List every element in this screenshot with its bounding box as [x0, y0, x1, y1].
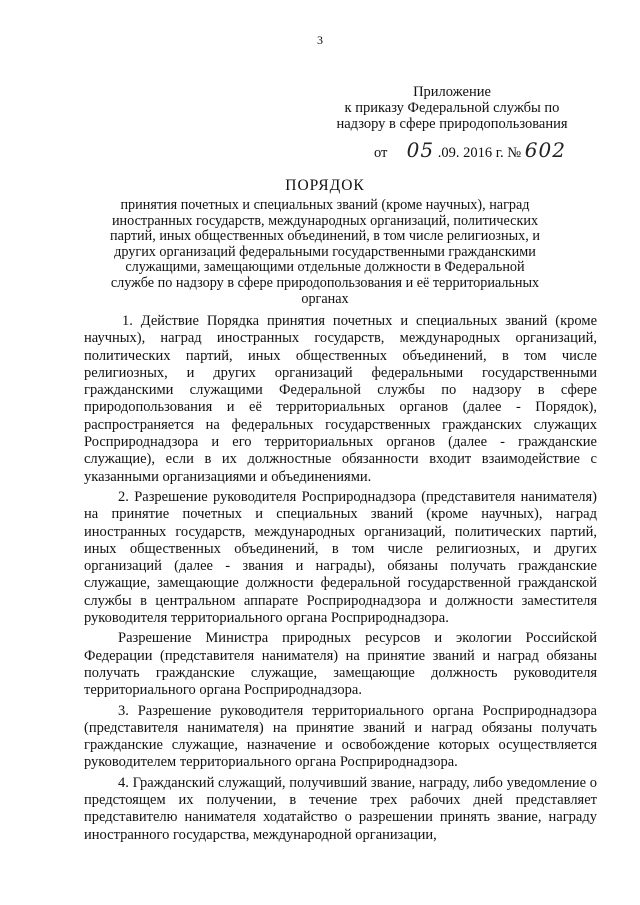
paragraph-2: 2. Разрешение руководителя Росприроднадзора (представителя нанимателя) на принятие почетных и специальных званий (кроме научных), наград иностранных государств, международных организаций, политических партий, иных общественных объединений, в том числе религиозных, и других организаций (далее - звания и награды), обязаны получать гражданские служащие, замещающие должности федеральной государственной гражданской службы в центральном аппарате Росприроднадзора и должности заместителя руководителя территориального органа Росприроднадзора. — [84, 488, 597, 627]
paragraph-2-continued: Разрешение Министра природных ресурсов и экологии Российской Федерации (представителя нанимателя) на принятие званий и наград обязаны получать гражданские служащие, замещающие должность руководителя территориального органа Росприроднадзора. — [84, 630, 597, 699]
order-date-rest: .09. 2016 г. № — [437, 145, 522, 161]
order-number-handwritten: 602 — [524, 138, 566, 162]
paragraph-3: 3. Разрешение руководителя территориального органа Росприроднадзора (представителя нанимателя) на принятие званий и наград обязаны получать гражданские служащие, назначение и освобождение которых осуществляется руководителем территориального органа Росприроднадзора. — [84, 702, 597, 771]
order-from-label: от — [374, 145, 388, 161]
document-body — [84, 313, 597, 844]
document-subtitle: принятия почетных и специальных званий (кроме научных), наград иностранных государств, международных организаций, политических партий, иных общественных объединений, в том числе религиозных, и других организаций федеральными государственными гражданскими служащими, замещающими отдельные должности в Федеральной службе по надзору в сфере природопользования и её территориальных органах — [110, 197, 540, 307]
paragraph-4: 4. Гражданский служащий, получивший звание, награду, либо уведомление о предстоящем их получении, в течение трех рабочих дней представляет представителю нанимателя ходатайство о разрешении принять звание, награду иностранного государства, международной организации, — [84, 774, 597, 843]
page-number: 3 — [317, 33, 323, 47]
appendix-line-3: надзору в сфере природопользования — [336, 116, 568, 132]
document-title-block — [110, 177, 540, 307]
order-date-line — [374, 140, 614, 163]
appendix-line-2: к приказу Федеральной службы по — [344, 100, 560, 116]
document-title: ПОРЯДОК — [285, 177, 365, 194]
order-day-handwritten: 05 — [406, 138, 435, 162]
appendix-line-1: Приложение — [413, 84, 491, 100]
paragraph-1: 1. Действие Порядка принятия почетных и специальных званий (кроме научных), наград иностранных государств, международных организаций, политических партий, иных общественных объединений, в том числе религиозных, и других организаций федеральными государственными гражданскими служащими Федеральной службы по надзору в сфере природопользования и её территориальных органов (далее - Порядок), распространяется на федеральных государственных гражданских служащих Росприроднадзора и его территориальных органов (далее - гражданские служащие), если в их должностные обязанности входит взаимодействие с указанными организациями и объединениями. — [84, 313, 597, 485]
appendix-header — [292, 84, 612, 132]
